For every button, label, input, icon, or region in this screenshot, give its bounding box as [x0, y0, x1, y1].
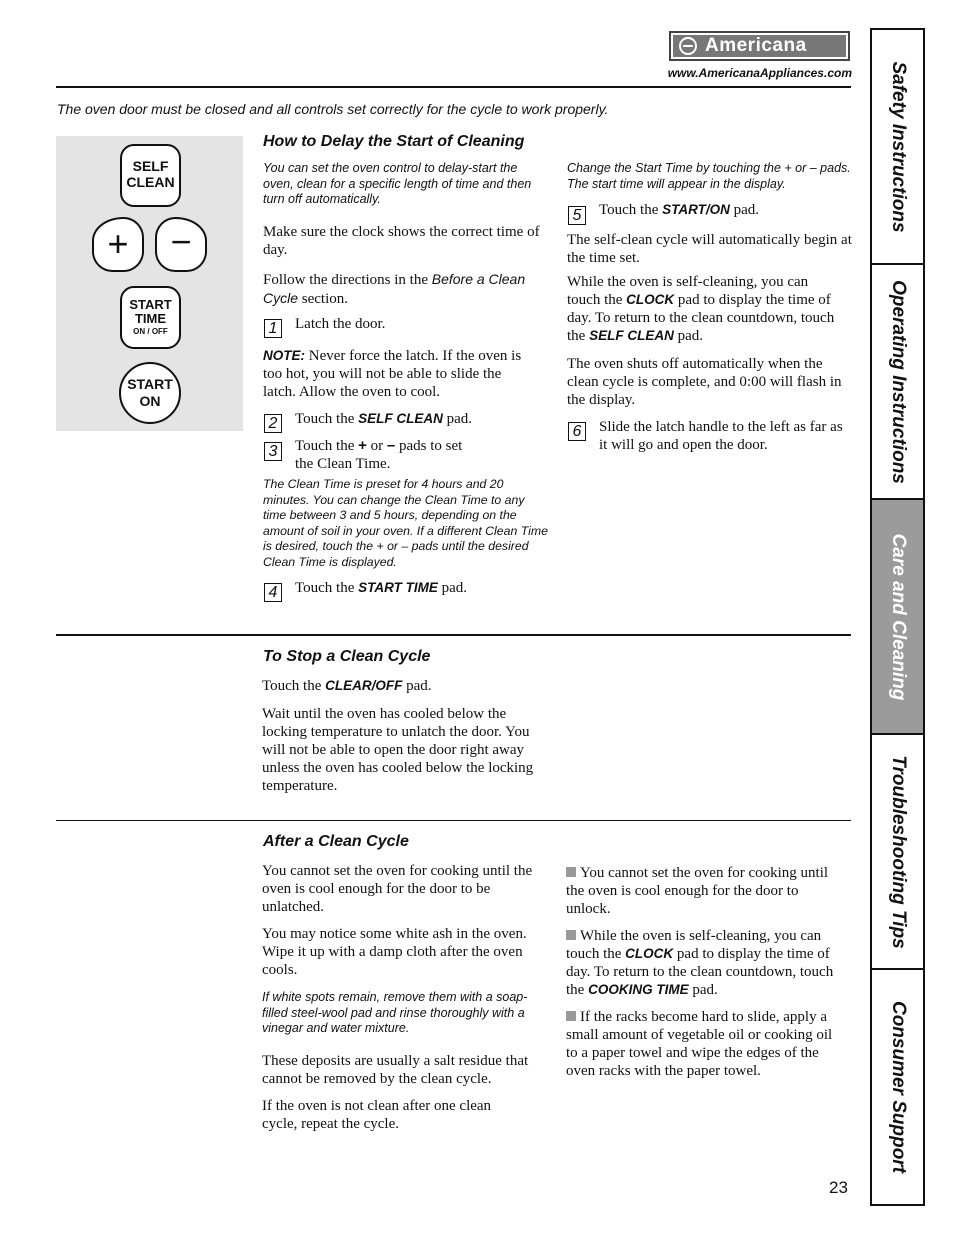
after-p3: These deposits are usually a salt residue that cannot be removed by the clean cycle. — [262, 1053, 529, 1087]
brand-logo — [669, 31, 850, 61]
self-clean-line2: CLEAN — [126, 174, 175, 190]
shuts-off-text: The oven shuts off automatically when the clean cycle is complete, and 0:00 will flash in the display. — [567, 356, 842, 408]
step-5-text: Touch the START/ON pad. — [599, 202, 760, 218]
bullet-icon — [566, 930, 576, 940]
after-bullet-3: If the racks become hard to slide, apply a small amount of vegetable oil or cooking oil to a paper towel and wipe the edges of the oven racks with the paper towel. — [566, 1009, 833, 1079]
tab-label: Care and Cleaning — [887, 533, 909, 700]
start-time-pad — [120, 286, 181, 349]
after-bullet-2: While the oven is self-cleaning, you can touch the CLOCK pad to display the time of day. To return to the clean countdown, touch the COOKING TIME pad. — [566, 928, 834, 998]
tab-label: Safety Instructions — [887, 60, 909, 233]
change-start-note: Change the Start Time by touching the + or – pads. The start time will appear in the display. — [567, 161, 851, 191]
section-rule-2 — [56, 820, 851, 821]
tab-troubleshooting-tips[interactable] — [870, 735, 925, 970]
tab-operating-instructions[interactable] — [870, 265, 925, 500]
bullet-icon — [566, 867, 576, 877]
bullet-icon — [566, 1011, 576, 1021]
delay-intro-note: You can set the oven control to delay-start the oven, clean for a specific length of time and then turn off automatically. — [263, 161, 532, 206]
delay-heading: How to Delay the Start of Cleaning — [263, 133, 525, 150]
minus-icon: − — [170, 221, 192, 262]
note-label: NOTE: — [263, 348, 305, 363]
control-panel-illustration — [56, 136, 243, 431]
clock-during-clean-text: While the oven is self-cleaning, you can touch the CLOCK pad to display the time of day. To return to the clean countdown, touch the SELF CLEAN pad. — [567, 274, 835, 344]
step-5-number: 5 — [568, 206, 586, 225]
auto-begin-text: The self-clean cycle will automatically begin at the time set. — [567, 232, 852, 266]
tab-label: Troubleshooting Tips — [887, 754, 909, 949]
start-time-line2: TIME — [134, 311, 167, 326]
start-on-line1: START — [127, 376, 173, 392]
stop-touch-text: Touch the CLEAR/OFF pad. — [262, 678, 432, 694]
minus-pad — [155, 217, 207, 272]
step-1-text: Latch the door. — [295, 316, 386, 332]
latch-note: NOTE: Never force the latch. If the oven is too hot, you will not be able to slide the latch. Allow the oven to cool. — [263, 348, 522, 400]
start-time-line1: START — [129, 297, 172, 312]
website-url: www.AmericanaAppliances.com — [667, 66, 852, 80]
brand-emblem-icon — [679, 37, 697, 55]
stop-heading: To Stop a Clean Cycle — [263, 648, 431, 665]
tab-label: Consumer Support — [887, 1000, 909, 1174]
after-note: If white spots remain, remove them with a soap-filled steel-wool pad and rinse thoroughly with a vinegar and water mixture. — [262, 990, 528, 1035]
section-rule-1 — [56, 634, 851, 636]
step-2-number: 2 — [264, 414, 282, 433]
tab-safety-instructions[interactable] — [870, 28, 925, 265]
follow-directions: Follow the directions in the Before a Clean Cycle section. — [263, 271, 526, 307]
preset-note: The Clean Time is preset for 4 hours and 20 minutes. You can change the Clean Time to any time between 3 and 5 hours, depending on the amount of soil in your oven. If a different Clean Time is desired, touch the + or – pads until the desired Clean Time is displayed. — [263, 477, 548, 569]
step-1-number: 1 — [264, 319, 282, 338]
stop-wait-text: Wait until the oven has cooled below the locking temperature to unlatch the door. You will not be able to open the door right away unless the oven has cooled below the locking temperature. — [262, 706, 534, 794]
brand-name: Americana — [705, 35, 807, 56]
step-4-text: Touch the START TIME pad. — [295, 580, 468, 596]
start-on-line2: ON — [139, 393, 161, 409]
start-on-pad — [119, 362, 181, 424]
after-p1: You cannot set the oven for cooking until the oven is cool enough for the door to be unlatched. — [262, 863, 533, 915]
before-clean-cycle-ref: Before a Clean Cycle — [263, 271, 526, 306]
page-number: 23 — [829, 1178, 848, 1197]
self-clean-line1: SELF — [132, 158, 169, 174]
header-rule — [56, 86, 851, 88]
tab-label: Operating Instructions — [887, 279, 909, 484]
step-3-number: 3 — [264, 442, 282, 461]
after-bullet-1: You cannot set the oven for cooking until the oven is cool enough for the door to unlock. — [566, 865, 829, 917]
plus-pad — [92, 217, 144, 272]
intro-text: The oven door must be closed and all controls set correctly for the cycle to work properly. — [57, 101, 609, 117]
step-4-number: 4 — [264, 583, 282, 602]
step-3-text: Touch the + or – pads to set the Clean Time. — [295, 437, 463, 472]
plus-icon: + — [107, 223, 129, 264]
tab-consumer-support[interactable] — [870, 970, 925, 1206]
step-6-number: 6 — [568, 422, 586, 441]
after-p2: You may notice some white ash in the oven. Wipe it up with a damp cloth after the oven cools. — [262, 926, 527, 978]
step-6-text: Slide the latch handle to the left as far as it will go and open the door. — [599, 419, 843, 453]
self-clean-pad — [120, 144, 181, 207]
on-off-label: ON / OFF — [133, 327, 168, 336]
clock-paragraph: Make sure the clock shows the correct time of day. — [263, 224, 540, 258]
after-heading: After a Clean Cycle — [263, 833, 409, 850]
tab-care-and-cleaning[interactable] — [870, 500, 925, 735]
step-2-text: Touch the SELF CLEAN pad. — [295, 411, 473, 427]
after-p4: If the oven is not clean after one clean cycle, repeat the cycle. — [262, 1098, 492, 1132]
